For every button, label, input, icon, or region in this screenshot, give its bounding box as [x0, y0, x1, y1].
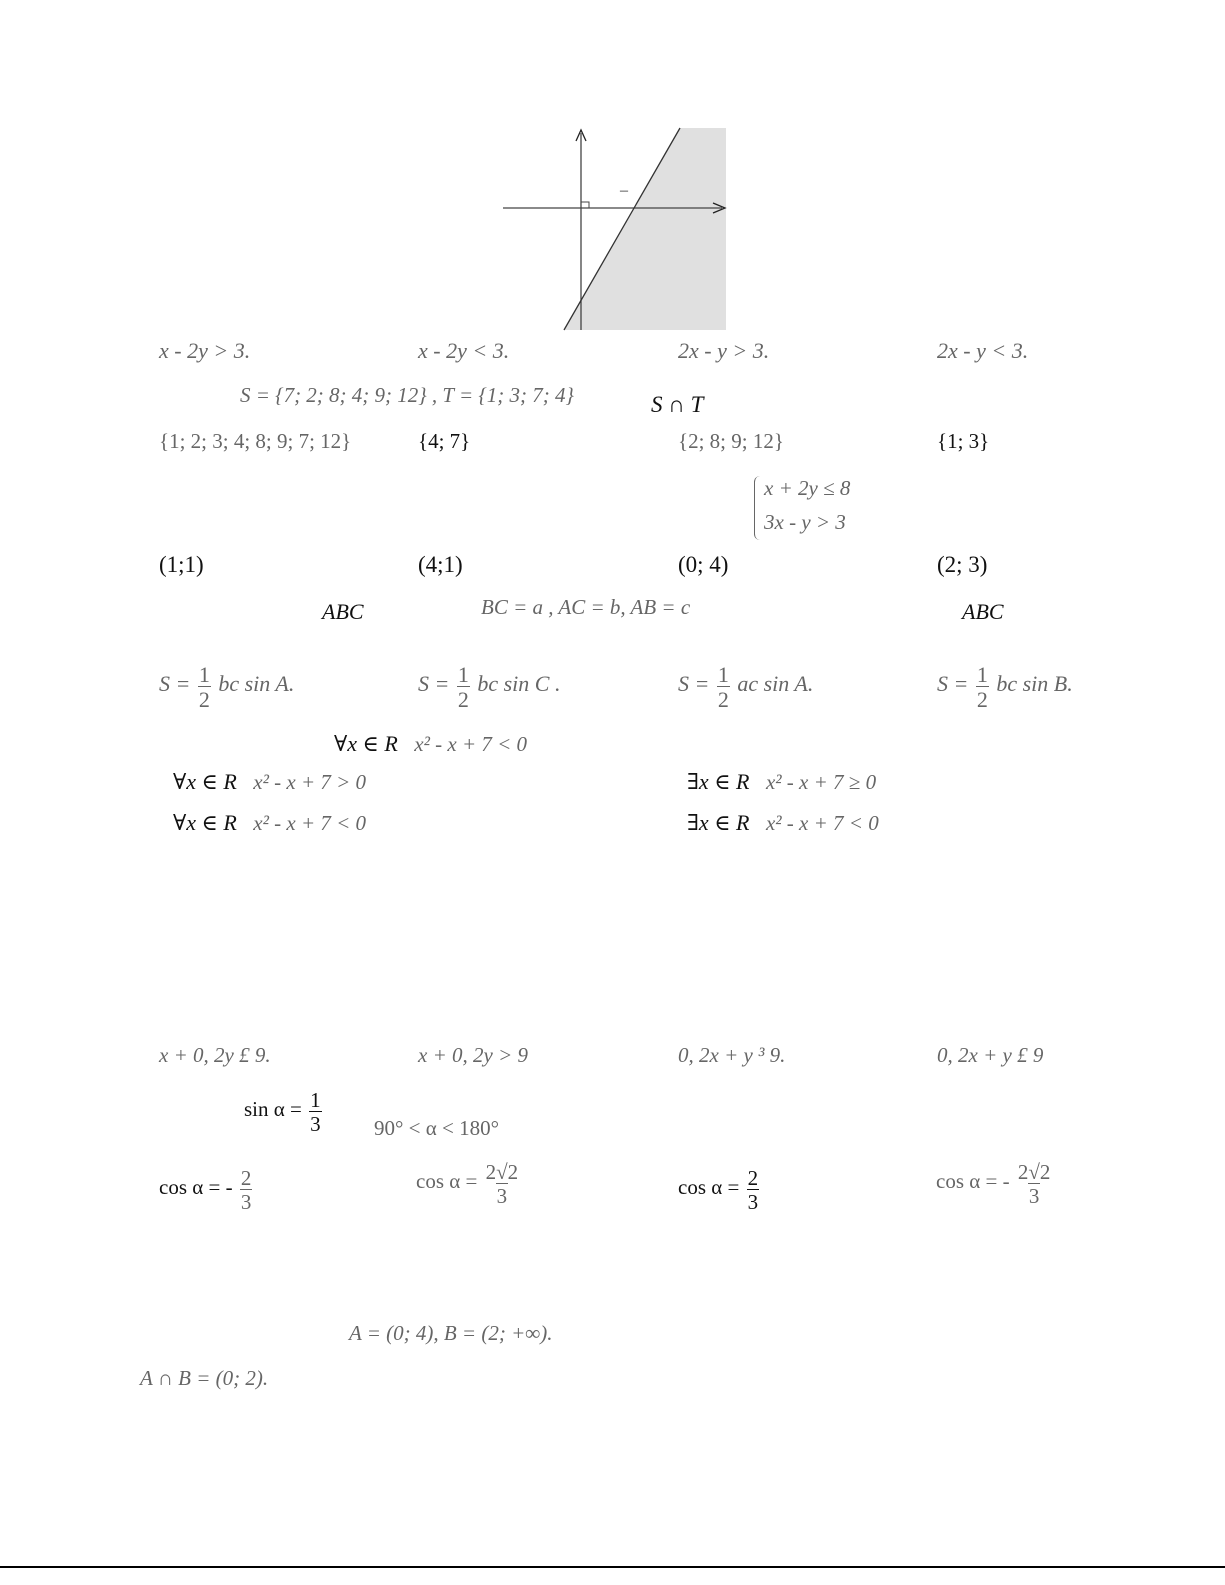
q5-option-1-quant: ∀x ∈ R: [173, 769, 237, 794]
q3-option-3: (0; 4): [678, 552, 729, 577]
q3-system-line-1: x + 2y ≤ 8: [764, 476, 851, 500]
frac-num: 1: [457, 662, 469, 687]
q2-sets: S = {7; 2; 8; 4; 9; 12} , T = {1; 3; 7; 4}: [240, 383, 574, 407]
frac-den: 2: [198, 687, 210, 713]
q4-option-1-left: S =: [159, 671, 191, 697]
q3-option-1: (1;1): [159, 552, 204, 577]
frac-num: 2: [747, 1166, 759, 1190]
q7-option-2-left: cos α =: [416, 1168, 478, 1193]
q5-option-2-expr: x² - x + 7 ≥ 0: [765, 770, 877, 794]
q4-triangle-right: ABC: [962, 599, 1004, 624]
q1-option-4: 2x - y < 3.: [937, 338, 1029, 363]
frac-den: 3: [496, 1184, 508, 1209]
q7-option-3-fraction: [747, 1167, 760, 1213]
q4-option-2: [418, 662, 561, 713]
frac-num: 2√2: [485, 1160, 519, 1184]
q8-sets: A = (0; 4), B = (2; +∞).: [349, 1321, 553, 1345]
q1-option-2: x - 2y < 3.: [418, 338, 510, 363]
unit-mark: [581, 202, 589, 208]
minus-label: –: [620, 182, 628, 199]
inequality-graph: [500, 125, 730, 335]
q5-option-1-expr: x² - x + 7 > 0: [253, 770, 367, 794]
q6-option-2: x + 0, 2y > 9: [418, 1043, 528, 1067]
frac-den: 3: [310, 1112, 321, 1137]
q4-triangle-left: ABC: [322, 599, 364, 624]
q4-option-4-left: S =: [937, 671, 969, 697]
q4-sides: BC = a , AC = b, AB = c: [481, 595, 691, 619]
q5-option-2: [687, 771, 876, 793]
q7-sin-left: sin α =: [244, 1096, 302, 1121]
shaded-half-plane: [564, 128, 726, 330]
q5-option-2-quant: ∃x ∈ R: [687, 769, 750, 794]
q5-statement-expr: x² - x + 7 < 0: [414, 732, 528, 756]
q4-option-4-right: bc sin B.: [996, 671, 1073, 697]
q1-option-1: x - 2y > 3.: [159, 338, 251, 363]
q2-option-2: {4; 7}: [418, 429, 471, 453]
q5-option-3-expr: x² - x + 7 < 0: [253, 811, 367, 835]
frac-num: 1: [717, 662, 729, 687]
q5-option-4-quant: ∃x ∈ R: [687, 810, 750, 835]
frac-num: 1: [976, 662, 988, 687]
q4-option-3-left: S =: [678, 671, 710, 697]
frac-num: 1: [198, 662, 210, 687]
q2-intersection: S ∩ T: [651, 392, 704, 417]
q8-result: A ∩ B = (0; 2).: [140, 1366, 269, 1390]
q7-option-1-left: cos α = -: [159, 1174, 233, 1199]
q4-option-4: [937, 662, 1073, 713]
system-brace: [754, 476, 761, 540]
q2-option-3: {2; 8; 9; 12}: [678, 429, 784, 453]
page-bottom-rule: [0, 1566, 1225, 1568]
q7-option-2: [416, 1160, 521, 1209]
q3-option-2: (4;1): [418, 552, 463, 577]
q4-option-2-left: S =: [418, 671, 450, 697]
q7-option-1-fraction: [240, 1167, 253, 1213]
q5-option-4-expr: x² - x + 7 < 0: [765, 811, 879, 835]
frac-den: 3: [1028, 1184, 1040, 1209]
frac-num: 1: [310, 1088, 321, 1112]
q2-option-1: {1; 2; 3; 4; 8; 9; 7; 12}: [159, 429, 352, 453]
q5-statement-quant: ∀x ∈ R: [334, 731, 398, 756]
q5-option-4: [687, 812, 879, 834]
frac-den: 2: [976, 687, 988, 713]
q7-option-3: [678, 1166, 761, 1215]
q4-option-2-right: bc sin C .: [477, 671, 561, 697]
frac-num: 2: [240, 1166, 252, 1190]
q7-option-4: [936, 1160, 1053, 1209]
q2-option-4: {1; 3}: [937, 429, 990, 453]
q7-option-4-left: cos α = -: [936, 1168, 1010, 1193]
q4-option-1-right: bc sin A.: [218, 671, 295, 697]
q3-system-line-2: 3x - y > 3: [764, 510, 846, 534]
q5-option-3-quant: ∀x ∈ R: [173, 810, 237, 835]
frac-den: 2: [717, 687, 729, 713]
q4-option-1-fraction: [198, 663, 211, 711]
q6-option-4: 0, 2x + y £ 9: [937, 1043, 1044, 1067]
q6-option-1: x + 0, 2y £ 9.: [159, 1043, 271, 1067]
q7-option-4-fraction: [1017, 1161, 1052, 1207]
q5-option-1: [173, 771, 366, 793]
q7-range: 90° < α < 180°: [374, 1116, 499, 1140]
q4-option-3-fraction: [717, 663, 730, 711]
q4-option-1: [159, 662, 295, 713]
frac-den: 2: [457, 687, 469, 713]
q4-option-2-fraction: [457, 663, 470, 711]
q5-statement: [334, 733, 527, 755]
q7-sin-fraction: [309, 1089, 322, 1135]
q5-option-3: [173, 812, 366, 834]
q1-option-3: 2x - y > 3.: [678, 338, 770, 363]
q7-sin: [244, 1088, 324, 1137]
q4-option-3: [678, 662, 814, 713]
q4-option-4-fraction: [976, 663, 989, 711]
frac-den: 3: [747, 1190, 759, 1215]
q7-option-2-fraction: [485, 1161, 520, 1207]
q7-option-1: [159, 1166, 254, 1215]
q6-option-3: 0, 2x + y ³ 9.: [678, 1043, 786, 1067]
q3-system: [754, 474, 874, 542]
q3-option-4: (2; 3): [937, 552, 988, 577]
q7-option-3-left: cos α =: [678, 1174, 740, 1199]
frac-den: 3: [240, 1190, 252, 1215]
frac-num: 2√2: [1017, 1160, 1051, 1184]
q4-option-3-right: ac sin A.: [737, 671, 814, 697]
